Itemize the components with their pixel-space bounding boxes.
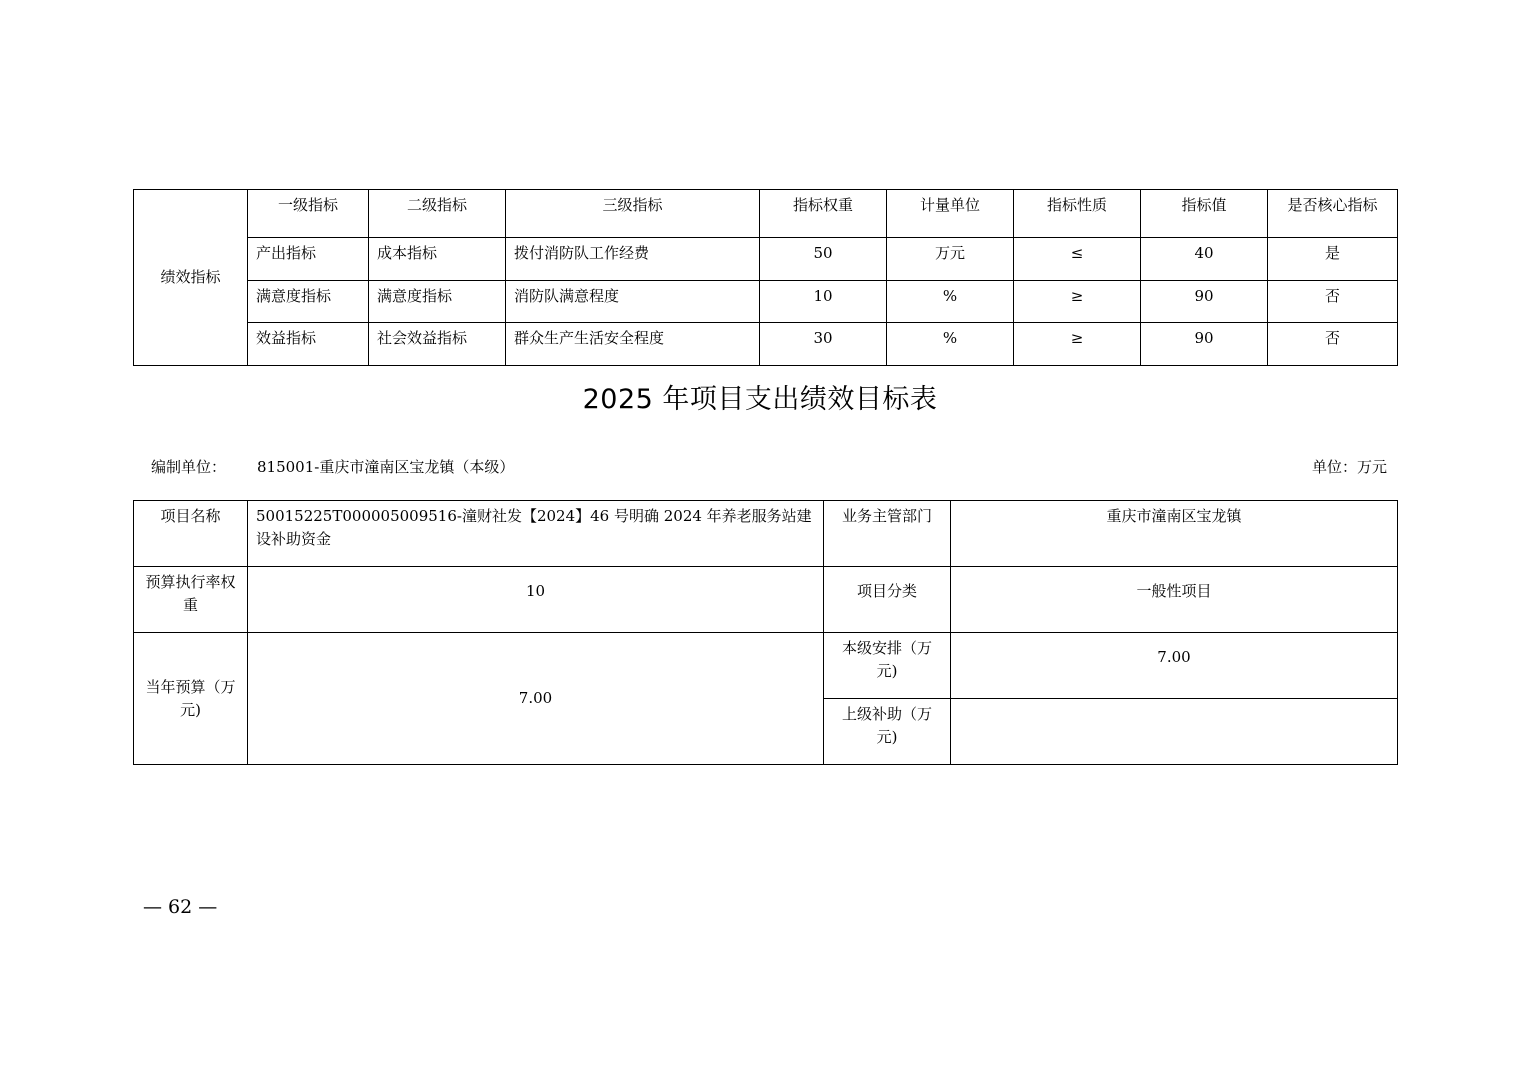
cell-level1: 产出指标	[248, 238, 369, 281]
header-level3: 三级指标	[506, 190, 760, 238]
table-row	[134, 323, 1398, 366]
header-weight: 指标权重	[760, 190, 887, 238]
header-unit: 计量单位	[887, 190, 1014, 238]
cell-level3: 群众生产生活安全程度	[506, 323, 760, 366]
department-label: 业务主管部门	[824, 501, 951, 567]
header-core: 是否核心指标	[1268, 190, 1398, 238]
page-title: 2025 年项目支出绩效目标表	[582, 384, 938, 415]
cell-unit: 万元	[887, 238, 1014, 281]
cell-weight: 50	[760, 238, 887, 281]
cell-unit: %	[887, 323, 1014, 366]
superior-subsidy-label: 上级补助（万元)	[824, 699, 951, 765]
table-row	[134, 238, 1398, 281]
project-name-label: 项目名称	[134, 501, 248, 567]
cell-level2: 满意度指标	[369, 281, 506, 323]
page-number: — 62 —	[143, 896, 218, 918]
currency-unit: 单位：万元	[1311, 458, 1387, 476]
cell-value: 90	[1141, 281, 1268, 323]
cell-nature: ≤	[1014, 238, 1141, 281]
header-level1: 一级指标	[248, 190, 369, 238]
cell-level1: 效益指标	[248, 323, 369, 366]
cell-nature: ≥	[1014, 281, 1141, 323]
cell-value: 90	[1141, 323, 1268, 366]
superior-subsidy-value	[951, 699, 1398, 765]
table-row	[134, 281, 1398, 323]
local-arrangement-value: 7.00	[951, 633, 1398, 699]
performance-indicators-table	[133, 189, 1398, 366]
execution-rate-label: 预算执行率权重	[134, 567, 248, 633]
cell-level2: 成本指标	[369, 238, 506, 281]
cell-level1: 满意度指标	[248, 281, 369, 323]
cell-nature: ≥	[1014, 323, 1141, 366]
annual-budget-value: 7.00	[248, 633, 824, 765]
cell-core: 否	[1268, 323, 1398, 366]
cell-weight: 10	[760, 281, 887, 323]
compiling-unit-value: 815001-重庆市潼南区宝龙镇（本级）	[257, 458, 515, 476]
cell-weight: 30	[760, 323, 887, 366]
local-arrangement-label: 本级安排（万元)	[824, 633, 951, 699]
header-value: 指标值	[1141, 190, 1268, 238]
cell-core: 否	[1268, 281, 1398, 323]
project-info-table	[133, 500, 1398, 765]
compiling-unit-label: 编制单位：	[151, 458, 227, 476]
cell-level3: 消防队满意程度	[506, 281, 760, 323]
cell-unit: %	[887, 281, 1014, 323]
category-label: 项目分类	[824, 567, 951, 633]
annual-budget-label: 当年预算（万元)	[134, 633, 248, 765]
performance-side-label: 绩效指标	[134, 190, 248, 366]
cell-level2: 社会效益指标	[369, 323, 506, 366]
project-name-value: 50015225T000005009516-潼财社发【2024】46 号明确 2024 年养老服务站建设补助资金	[248, 501, 824, 567]
cell-value: 40	[1141, 238, 1268, 281]
category-value: 一般性项目	[951, 567, 1398, 633]
header-nature: 指标性质	[1014, 190, 1141, 238]
execution-rate-value: 10	[248, 567, 824, 633]
cell-level3: 拨付消防队工作经费	[506, 238, 760, 281]
cell-core: 是	[1268, 238, 1398, 281]
header-level2: 二级指标	[369, 190, 506, 238]
department-value: 重庆市潼南区宝龙镇	[951, 501, 1398, 567]
